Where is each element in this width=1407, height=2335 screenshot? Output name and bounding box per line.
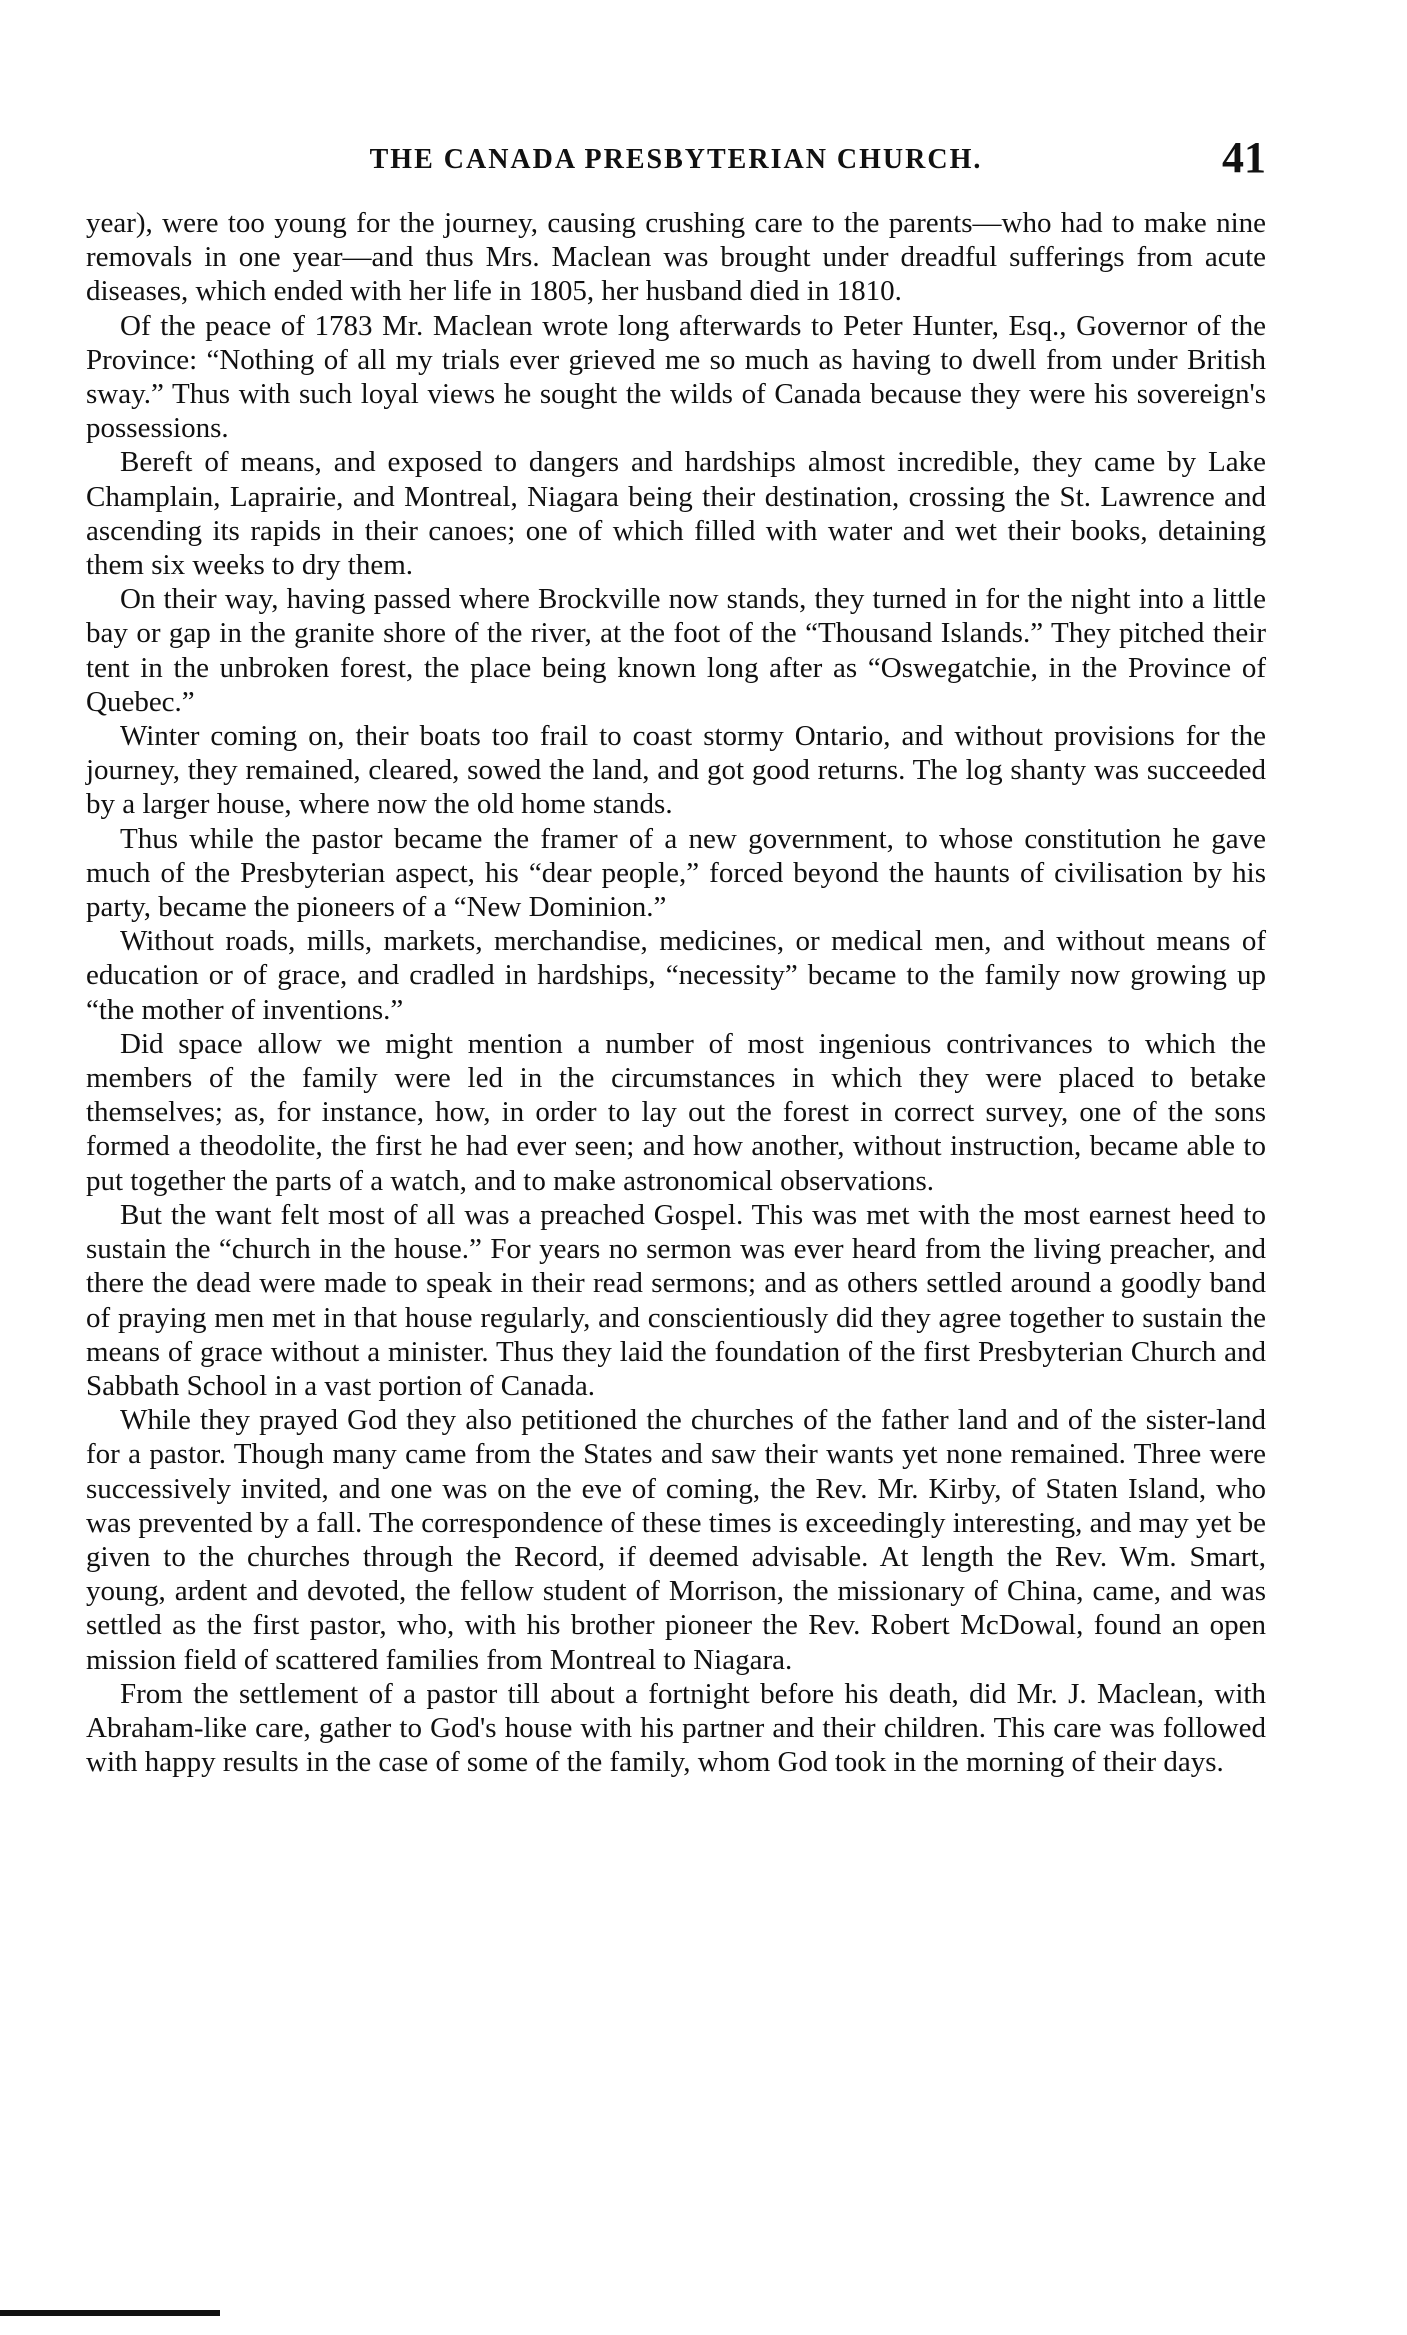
paragraph-7: Without roads, mills, markets, merchandise, medicines, or medical men, and without means of education or of grace, and cradled in hardships, “necessity” became to the family now growing up “the mother of inventions.” bbox=[86, 925, 1266, 1026]
paragraph-11: From the settlement of a pastor till about a fortnight before his death, did Mr. J. Maclean, with Abraham-like care, gather to God's house with his partner and their children. This care was followed with happy results in the case of some of the family, whom God took in the morning of their days. bbox=[86, 1677, 1266, 1779]
paragraph-5: Winter coming on, their boats too frail to coast stormy Ontario, and without provisions for the journey, they remained, cleared, sowed the land, and got good returns. The log shanty was succeeded by a larger house, where now the old home stands. bbox=[86, 720, 1266, 821]
running-head: THE CANADA PRESBYTERIAN CHURCH. bbox=[369, 144, 983, 175]
paragraph-3: Bereft of means, and exposed to dangers and hardships almost incredible, they came by Lake Champlain, Laprairie, and Montreal, Niagara being their destination, crossing the St. Lawrence and ascending its rapids in their canoes; one of which filled with water and wet their books, detaining them six weeks to dry them. bbox=[86, 446, 1266, 582]
paragraph-1: year), were too young for the journey, causing crushing care to the parents—who had to make nine removals in one year—and thus Mrs. Maclean was brought under dreadful sufferings from acute diseases, which ended with her life in 1805, her husband died in 1810. bbox=[86, 207, 1266, 308]
bottom-rule bbox=[0, 2310, 220, 2316]
paragraph-8: Did space allow we might mention a number of most ingenious contrivances to which the members of the family were led in the circumstances in which they were placed to betake themselves; as, for instance, how, in order to lay out the forest in correct survey, one of the sons formed a theodolite, the first he had ever seen; and how another, without instruction, became able to put together the parts of a watch, and to make astronomical observations. bbox=[86, 1027, 1266, 1197]
paragraph-2: Of the peace of 1783 Mr. Maclean wrote long afterwards to Peter Hunter, Esq., Governor of the Province: “Nothing of all my trials ever grieved me so much as having to dwell from under British sway.” Thus with such loyal views he sought the wilds of Canada because they were his sovereign's possessions. bbox=[86, 309, 1266, 445]
paragraph-9: But the want felt most of all was a preached Gospel. This was met with the most earnest heed to sustain the “church in the house.” For years no sermon was ever heard from the living preacher, and there the dead were made to speak in their read sermons; and as others settled around a goodly band of praying men met in that house regularly, and conscientiously did they agree together to sustain the means of grace without a minister. Thus they laid the foundation of the first Presbyterian Church and Sabbath School in a vast portion of Canada. bbox=[86, 1198, 1266, 1402]
page-header bbox=[86, 132, 1266, 182]
paragraph-6: Thus while the pastor became the framer of a new government, to whose constitution he gave much of the Presbyterian aspect, his “dear people,” forced beyond the haunts of civilisation by his party, became the pioneers of a “New Dominion.” bbox=[86, 822, 1266, 924]
page bbox=[86, 132, 1266, 1779]
page-number: 41 bbox=[1222, 133, 1266, 182]
paragraph-10: While they prayed God they also petitioned the churches of the father land and of the sister-land for a pastor. Though many came from the States and saw their wants yet none remained. Three were successively invited, and one was on the eve of coming, the Rev. Mr. Kirby, of Staten Island, who was prevented by a fall. The correspondence of these times is exceedingly interesting, and may yet be given to the churches through the Record, if deemed advisable. At length the Rev. Wm. Smart, young, ardent and devoted, the fellow student of Morrison, the missionary of China, came, and was settled as the first pastor, who, with his brother pioneer the Rev. Robert McDowal, found an open mission field of scattered families from Montreal to Niagara. bbox=[86, 1404, 1266, 1676]
body-text bbox=[86, 206, 1266, 1779]
paragraph-4: On their way, having passed where Brockville now stands, they turned in for the night into a little bay or gap in the granite shore of the river, at the foot of the “Thousand Islands.” They pitched their tent in the unbroken forest, the place being known long after as “Oswegatchie, in the Province of Quebec.” bbox=[86, 583, 1266, 718]
